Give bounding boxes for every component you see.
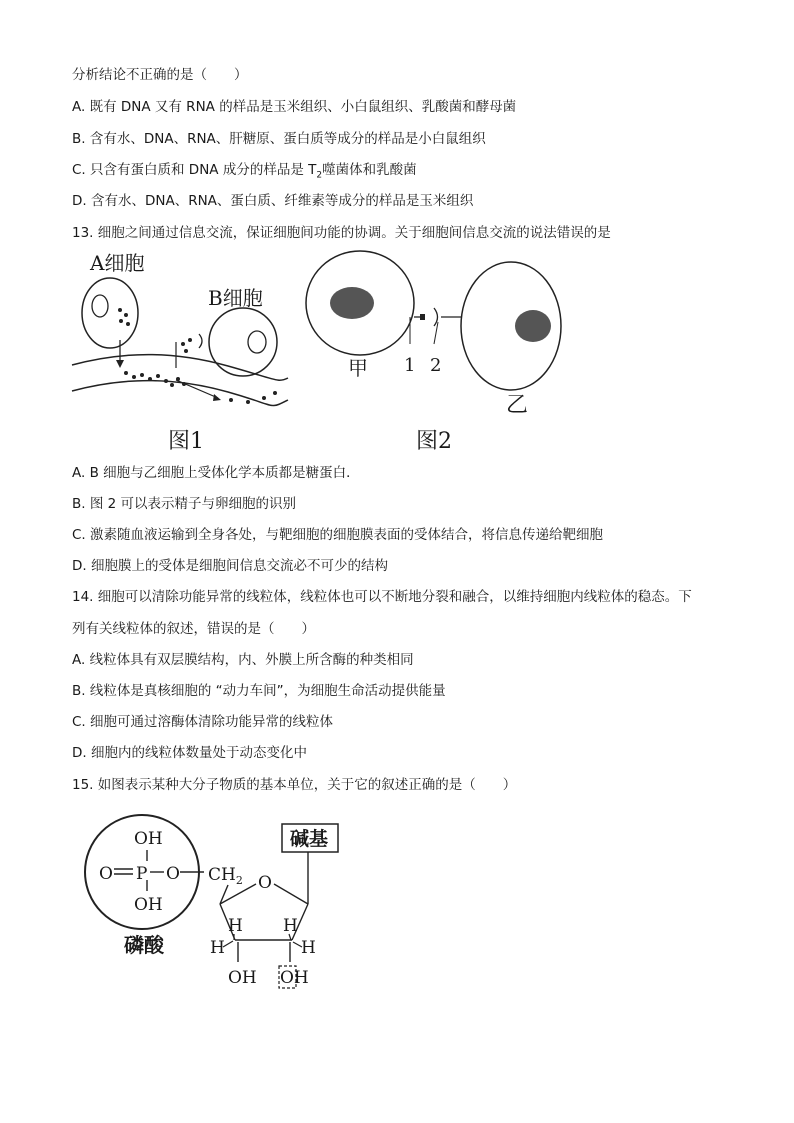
cell-yi-nucleus — [515, 310, 551, 342]
h-right: H — [283, 916, 298, 936]
q13-stem: 13. 细胞之间通过信息交流，保证细胞间功能的协调。关于细胞间信息交流的说法错误的是 — [72, 225, 611, 241]
q13-option-a: A. B 细胞与乙细胞上受体化学本质都是糖蛋白． — [72, 465, 360, 481]
blood-vessel-wall-top — [72, 355, 288, 381]
cell-jia-nucleus — [330, 287, 374, 319]
nucleotide-figure — [80, 810, 370, 1000]
cell-a — [82, 278, 138, 348]
ring-oxygen: O — [258, 873, 272, 893]
cell-a-nucleus — [92, 295, 108, 317]
q14-stem-line1: 14. 细胞可以清除功能异常的线粒体，线粒体也可以不断地分裂和融合，以维持细胞内线粒体的稳态。下 — [72, 589, 692, 605]
marker-2: 2 — [430, 355, 442, 376]
q14-stem-line2: 列有关线粒体的叙述，错误的是（ ） — [72, 621, 315, 637]
oh-carbon-3: OH — [228, 968, 257, 988]
cell-b — [209, 308, 277, 376]
ribose-ring-edge — [220, 884, 256, 904]
q14-option-a: A. 线粒体具有双层膜结构，内、外膜上所含酶的种类相同 — [72, 652, 414, 668]
q12-stem: 分析结论不正确的是（ ） — [72, 67, 248, 83]
blood-vessel-wall-bottom — [72, 381, 288, 406]
phosphate-oh-bottom: OH — [134, 895, 163, 915]
q12-option-a: A. 既有 DNA 又有 RNA 的样品是玉米组织、小白鼠组织、乳酸菌和酵母菌 — [72, 99, 517, 115]
q12-option-c-text-end: 噬菌体和乳酸菌 — [322, 162, 417, 178]
receptor — [434, 308, 438, 326]
q14-option-c: C. 细胞可通过溶酶体清除功能异常的线粒体 — [72, 714, 334, 730]
q12-option-c-subscript: 2 — [316, 170, 323, 181]
cell-b-nucleus — [248, 331, 266, 353]
phosphate-oh-top: OH — [134, 829, 163, 849]
q14-option-d: D. 细胞内的线粒体数量处于动态变化中 — [72, 745, 307, 761]
ch2-group: $CH_2$ — [208, 865, 243, 887]
q14-option-b: B. 线粒体是真核细胞的 “动力车间”，为细胞生命活动提供能量 — [72, 683, 446, 699]
q13-option-d: D. 细胞膜上的受体是细胞间信息交流必不可少的结构 — [72, 558, 388, 574]
q13-figure — [68, 248, 588, 458]
flow-arrow — [176, 380, 218, 398]
cell-b-label: B细胞 — [208, 286, 263, 310]
q13-option-c: C. 激素随血液运输到全身各处，与靶细胞的细胞膜表面的受体结合，将信息传递给靶细胞 — [72, 527, 604, 543]
cell-jia-label: 甲 — [348, 356, 368, 380]
cell-yi-label: 乙 — [506, 393, 529, 418]
oh-carbon-2: OH — [280, 968, 309, 988]
base-label: 碱基 — [290, 828, 329, 850]
figure-1-caption: 图1 — [168, 429, 204, 454]
phosphate-double-bond-o: O — [99, 864, 113, 884]
signal-molecule — [420, 314, 425, 320]
phosphorus-atom: P — [136, 864, 148, 884]
q12-option-b: B. 含有水、DNA、RNA、肝糖原、蛋白质等成分的样品是小白鼠组织 — [72, 131, 486, 147]
cell-a-label: A细胞 — [90, 251, 145, 275]
cell-b-receptor — [199, 334, 202, 348]
q12-option-d: D. 含有水、DNA、RNA、蛋白质、纤维素等成分的样品是玉米组织 — [72, 193, 474, 209]
h-left: H — [228, 916, 243, 936]
figure-2-caption: 图2 — [416, 429, 452, 454]
cell-a-signal-dots — [118, 308, 130, 326]
q13-option-b: B. 图 2 可以表示精子与卵细胞的识别 — [72, 496, 297, 512]
phosphate-label: 磷酸 — [124, 933, 164, 957]
h-left-outer: H — [210, 938, 225, 958]
h-right-outer: H — [301, 938, 316, 958]
ester-oxygen: O — [166, 864, 180, 884]
q12-option-c — [72, 161, 417, 185]
q15-stem: 15. 如图表示某种大分子物质的基本单位，关于它的叙述正确的是（ ） — [72, 777, 517, 793]
marker-1: 1 — [404, 355, 416, 376]
q12-option-c-text: C. 只含有蛋白质和 DNA 成分的样品是 T — [72, 162, 317, 178]
blood-signal-molecules — [124, 371, 277, 404]
